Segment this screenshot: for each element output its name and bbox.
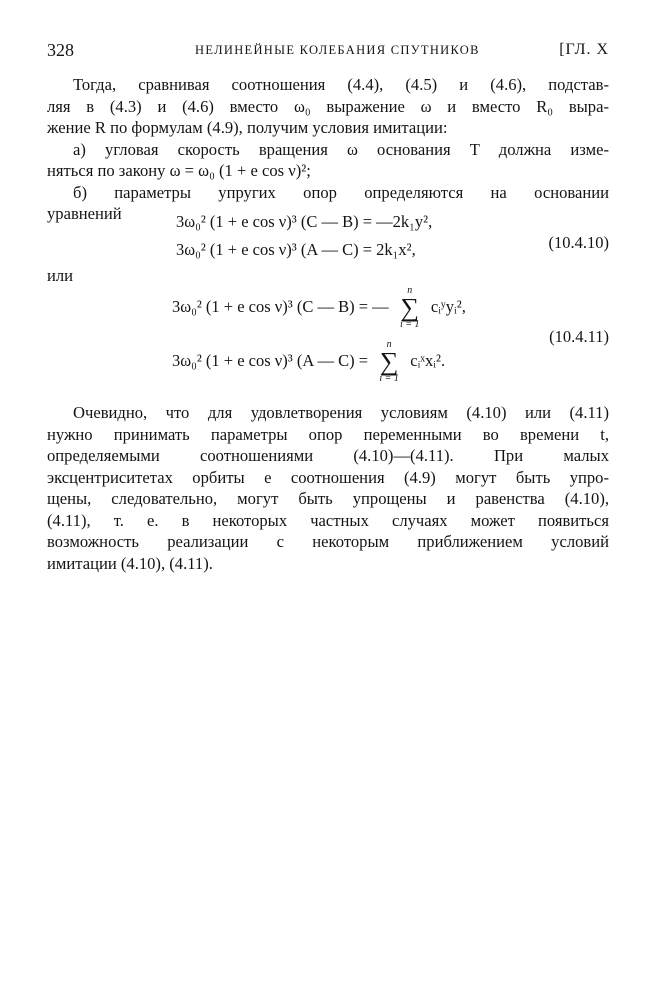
equation-11-line-1-right: cᵢʸyᵢ², [430, 296, 466, 316]
summation-sign [397, 286, 423, 330]
sum-upper-limit: n [407, 285, 413, 296]
equation-11-line-1-left: 3ω₀² (1 + e cos ν)³ (C — B) = — [172, 296, 389, 316]
equation-number-11: (10.4.11) [549, 327, 609, 346]
chapter-label: [ГЛ. X [559, 41, 609, 58]
equation-11-line-2-left: 3ω₀² (1 + e cos ν)³ (A — C) = [172, 350, 369, 370]
equation-11-line-1 [172, 286, 466, 330]
sum-upper-limit: n [386, 339, 392, 350]
text-line: имитации (4.10), (4.11). [47, 553, 213, 573]
text-line: нужно принимать параметры опор переменными во времени t, [47, 424, 609, 444]
text-line: няться по закону ω = ω₀ (1 + e cos ν)²; [47, 161, 311, 180]
equation-10-line-2: 3ω₀² (1 + e cos ν)³ (A — C) = 2k₁x², [176, 240, 416, 259]
sum-symbol: ∑ [379, 347, 399, 376]
text-line: эксцентриситетах орбиты e соотношения (4.9) могут быть упро- [47, 467, 609, 487]
text-line: определяемыми соотношениями (4.10)—(4.11). При малых [47, 446, 609, 465]
sum-symbol: ∑ [400, 293, 420, 322]
sum-lower-limit: i = 1 [379, 373, 399, 384]
paragraph-conclusion [47, 402, 609, 574]
equation-number-10: (10.4.10) [548, 233, 609, 252]
text-line: уравнений [47, 204, 122, 223]
paragraph-intro [47, 74, 609, 225]
page-number: 328 [47, 40, 74, 60]
text-line: Очевидно, что для удовлетворения условиям (4.10) или (4.11) [73, 403, 609, 422]
equation-10-line-1: 3ω₀² (1 + e cos ν)³ (C — B) = —2k₁y², [176, 212, 433, 231]
or-word: или [47, 266, 74, 285]
or-word-block [47, 265, 609, 287]
text-line: Тогда, сравнивая соотношения (4.4), (4.5) и (4.6), подстав- [73, 75, 609, 94]
text-line: (4.11), т. е. в некоторых частных случаях может появиться [47, 510, 609, 530]
text-line: возможность реализации с некоторым приближением условий [47, 532, 609, 551]
equation-11-line-2 [172, 340, 445, 384]
page-header [47, 40, 609, 62]
text-line: а) угловая скорость вращения ω основания T должна изме- [73, 139, 609, 159]
text-line: щены, следовательно, могут быть упрощены и равенства (4.10), [47, 489, 609, 508]
equation-11-line-2-right: cᵢˣxᵢ². [410, 350, 446, 370]
text-line: жение R по формулам (4.9), получим условия имитации: [47, 118, 448, 137]
running-title: НЕЛИНЕЙНЫЕ КОЛЕБАНИЯ СПУТНИКОВ [195, 43, 480, 57]
sum-lower-limit: i = 1 [400, 319, 420, 330]
text-line: ляя в (4.3) и (4.6) вместо ω₀ выражение ω и вместо R₀ выра- [47, 96, 609, 116]
summation-sign [376, 340, 402, 384]
text-line: б) параметры упругих опор определяются на основании [73, 182, 609, 202]
